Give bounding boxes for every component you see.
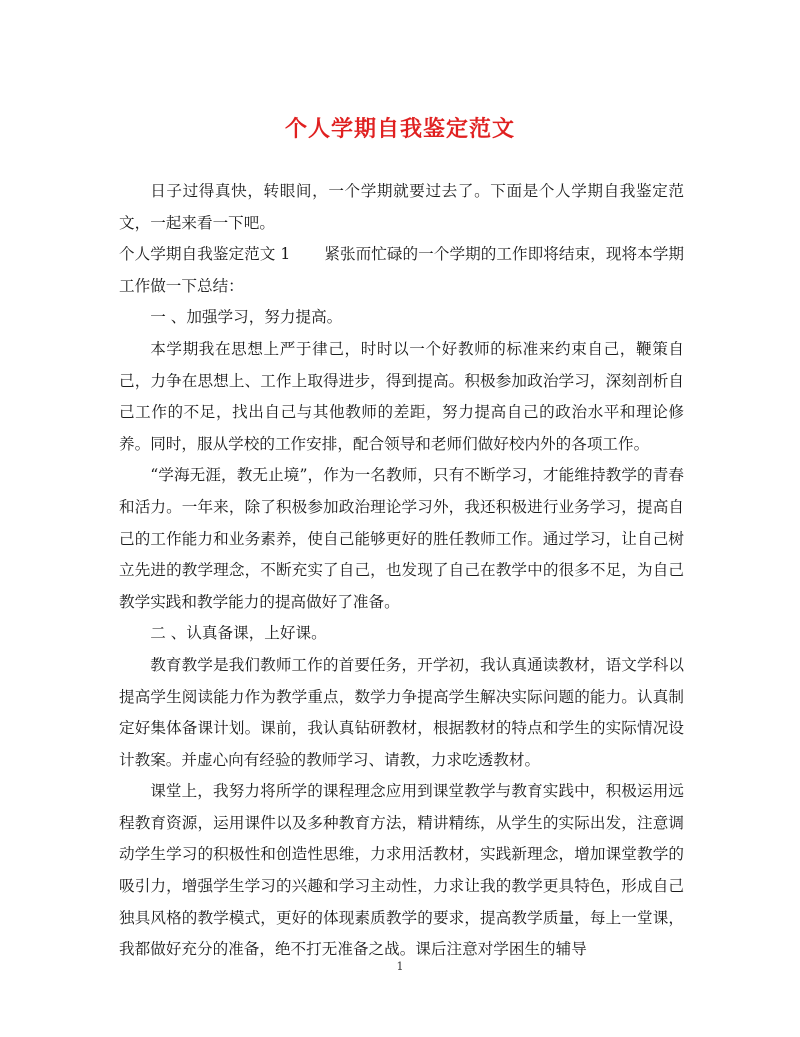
section-1-paragraph-1: 本学期我在思想上严于律己，时时以一个好教师的标准来约束自己，鞭策自己，力争在思想上、工作上取得进步，得到提高。积极参加政治学习，深刻剖析自己工作的不足，找出自己与其他教师的差距，努力提高自己的政治水平和理论修养。同时，服从学校的工作安排，配合领导和老师们做好校内外的各项工作。 <box>119 339 684 453</box>
intro-paragraph: 日子过得真快，转眼间，一个学期就要过去了。下面是个人学期自我鉴定范文，一起来看一下吧。 <box>119 182 684 232</box>
document-body <box>119 176 684 966</box>
document-title: 个人学期自我鉴定范文 <box>284 116 515 142</box>
subheading-text: 紧张而忙碌的一个学期的工作即将结束，现将本学期工作做一下总结： <box>119 245 684 295</box>
section-2-heading: 二 、认真备课，上好课。 <box>150 624 327 643</box>
subheading-label: 个人学期自我鉴定范文 1 <box>119 245 291 264</box>
section-2-paragraph-2: 课堂上，我努力将所学的课程理念应用到课堂教学与教育实践中，积极运用远程教育资源，运用课件以及多种教育方法，精讲精练，从学生的实际出发，注意调动学生学习的积极性和创造性思维，力求用活教材，实践新理念，增加课堂教学的吸引力，增强学生学习的兴趣和学习主动性，力求让我的教学更具特色，形成自己独具风格的教学模式，更好的体现素质教学的要求，提高教学质量，每上一堂课，我都做好充分的准备，绝不打无准备之战。课后注意对学困生的辅导 <box>119 782 684 959</box>
subheading-paragraph <box>119 239 684 302</box>
section-1-heading: 一 、加强学习，努力提高。 <box>150 308 343 327</box>
section-1-paragraph-2: “学海无涯，教无止境”，作为一名教师，只有不断学习，才能维持教学的青春和活力。一年来，除了积极参加政治理论学习外，我还积极进行业务学习，提高自己的工作能力和业务素养，使自己能够更好的胜任教师工作。通过学习，让自己树立先进的教学理念，不断充实了自己，也发现了自己在教学中的很多不足，为自己教学实践和教学能力的提高做好了准备。 <box>119 466 684 611</box>
section-2-paragraph-1: 教育教学是我们教师工作的首要任务，开学初，我认真通读教材，语文学科以提高学生阅读能力作为教学重点，数学力争提高学生解决实际问题的能力。认真制定好集体备课计划。课前，我认真钻研教材，根据教材的特点和学生的实际情况设计教案。并虚心向有经验的教师学习、请教，力求吃透教材。 <box>119 655 684 769</box>
page-number: 1 <box>396 960 404 973</box>
